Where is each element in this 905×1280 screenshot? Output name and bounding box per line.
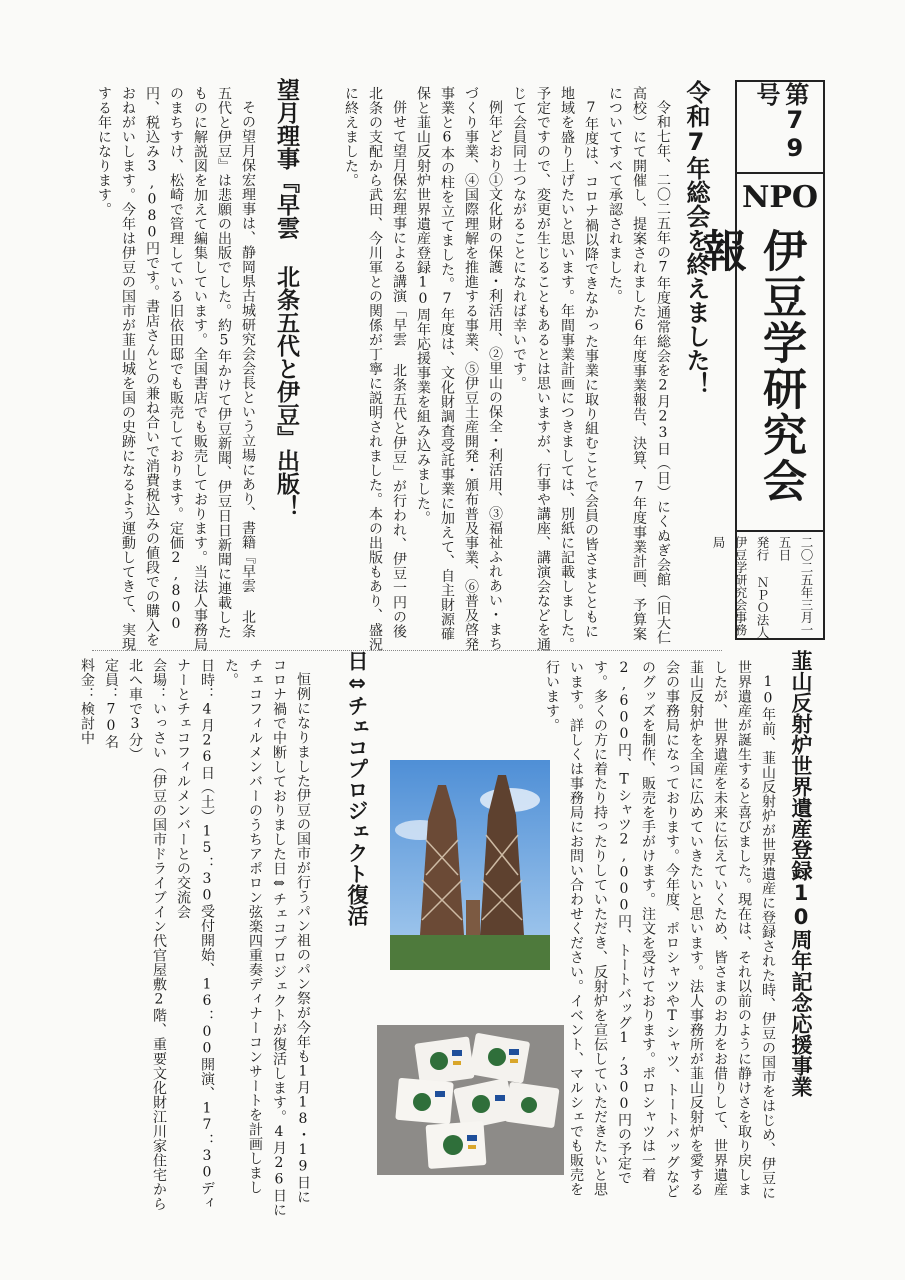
publisher-line-1: 発行 ＮＰＯ法人 [755,536,770,639]
publisher-box [711,530,823,640]
article4-headline: 日⇔チェコプロジェクト復活 [345,650,369,926]
event-capacity: 定員：70名 [103,658,119,749]
publisher-line-2: 伊豆学研究会事務局 [711,536,748,636]
article3-paragraph: 10年前、韮山反射炉が世界遺産に登録された時、伊豆の国市をはじめ、伊豆に世界遺産が誕生すると喜びました。現在は、それ以前のように静けさを取り戻しましたが、世界遺産を未来に伝えていくため、皆さまのお力をお借りして、世界遺産韮山反射炉を全国に広めていきたいと思います。法人事務所が韮山反射炉を愛する会の事務局になっております。今年度、ポロシャツやTシャツ、トートバッグなどのグッズを制作、販売を手がけます。注文を受けております。ポロシャツは一着2,600円、Tシャツ2,000円、トートバッグ1,300円の予定です。多くの方に着たり持ったりしていただき、反射炉を宣伝していただきたいと思います。詳しくは事務局にお問い合わせください。イベント、マルシェでも販売を行います。 [544,660,776,1200]
article1-paragraph: 併せて望月保宏理事による講演「早雲 北条五代と伊豆」が行われ、伊豆一円の後北条の支配から武田、今川軍との関係が丁寧に説明されました。本の出版もあり、盛況に終えました。 [343,86,407,652]
article1-headline: 令和7年総会を終えました！ [682,80,710,396]
newsletter-title: 伊豆学研究会報 [695,228,806,504]
publish-date: 二〇二五年三月一五日 [777,536,814,636]
publisher-info [707,536,817,640]
issue-number [737,82,823,174]
article4-body [75,658,315,1218]
event-date: 日時：4月26日（土）15：30受付開始、16：00開演、17：30ディナーとチェコフィルメンバーとの交流会 [175,658,215,1210]
event-fee: 料金：検討中 [79,658,95,745]
article4-paragraph: 恒例になりました伊豆の国市が行うパン祖のパン祭が今年も1月18・19日にコロナ禍で中断しておりました日⇔チェコプロジェクトが復活します。4月26日にチェコフィルメンバーのうちアポロン弦楽四重奏ディナーコンサートを計画しました。 [223,658,311,1217]
article1-body [339,86,675,652]
article2-body [92,86,260,652]
commemorative-goods-photo [377,1025,564,1175]
reverberatory-furnace-photo [390,760,550,970]
article3-body [540,660,780,1200]
npo-label: NPO [741,180,819,215]
article2-paragraph: その望月保宏理事は、静岡県古城研究会会長という立場にあり、書籍『早雲 北条五代と伊豆』は悲願の出版でした。約5年かけて伊豆新聞、伊豆日日新聞に連載したものに解説図を加えて編集しています。全国書店でも販売しております。当法人事務局のまちすけ、松崎で管理している旧依田邸でも販売しております。定価2,800円、税込み3,080円です。書店さんとの兼ね合いで消費税込みの値段での購入をおねがいします。今年は伊豆の国市が韮山城を国の史跡になるよう運動してきて、実現する年になります。 [96,86,256,652]
article2-headline: 望月理事『早雲 北条五代と伊豆』出版！ [273,78,299,518]
section-divider [92,650,722,651]
article1-paragraph: 令和七年、二〇二五年の7年度通常総会を2月23日（日）にくぬぎ会館（旧大仁高校）にて開催し、提案されました6年度事業報告、決算、7年度事業計画、予算案についてすべて承認されました。 [607,86,671,645]
article1-paragraph: 例年どおり①文化財の保護・利活用、②里山の保全・利活用、③福祉ふれあい・まちづくり事業、④国際理解を推進する事業、⑤伊豆土産開発・頒布普及事業、⑥普及啓発事業と6本の柱を立てました。7年度は、文化財調査受託事業に加えて、自主財源確保と韮山反射炉世界遺産登録10周年応援事業を組み込みました。 [415,86,503,652]
event-venue: 会場：いっさい（伊豆の国市ドライブイン代官屋敷2階、重要文化財江川家住宅から北へ車で3分） [127,658,167,1211]
article3-headline: 韮山反射炉世界遺産登録10周年記念応援事業 [789,650,813,1097]
article1-paragraph: 7年度は、コロナ禍以降できなかった事業に取り組むことで会員の皆さまとともに地域を盛り上げたいと思います。年間事業計画につきましては、別紙に記載しました。予定ですので、変更が生じることもあるとは思いますが、行事や講座、講演会などを通じて会員同士つながることになれば幸いです。 [511,86,599,652]
issue-number-text: 第79号 [752,82,809,162]
